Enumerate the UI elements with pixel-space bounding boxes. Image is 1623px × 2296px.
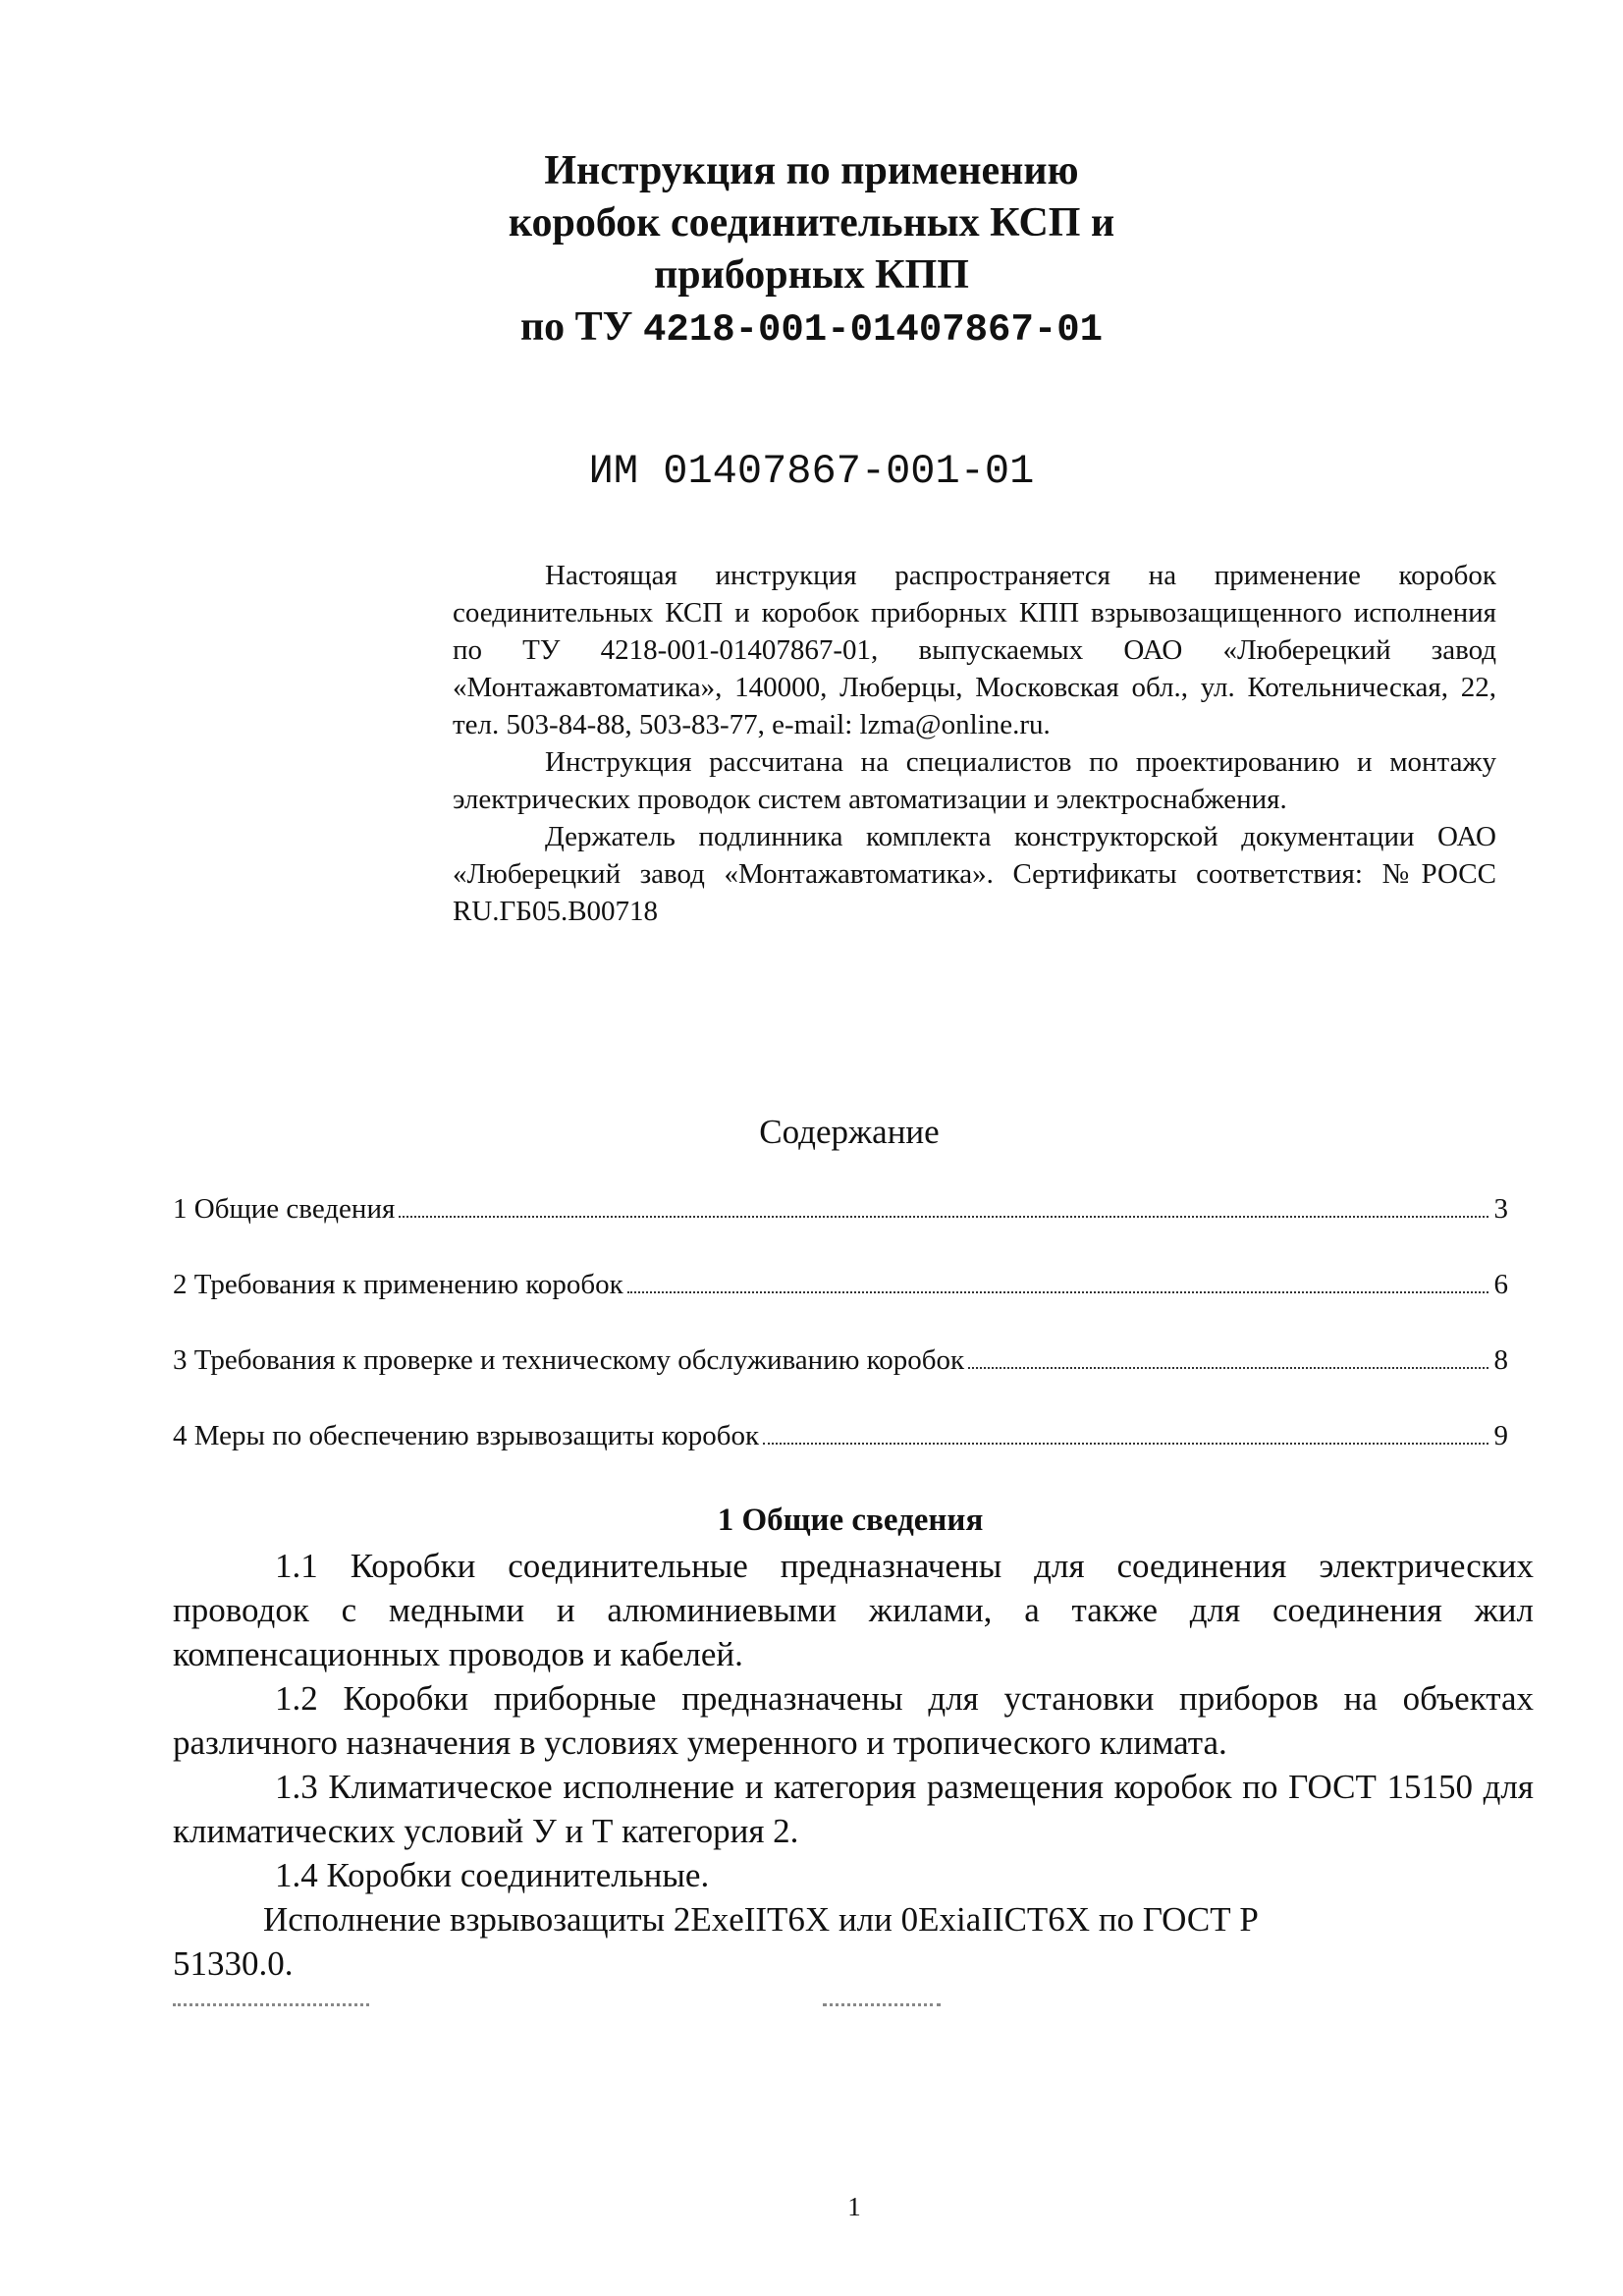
dotted-divider-right (823, 2003, 941, 2006)
section-1-body (173, 1544, 1534, 1986)
toc-item-page: 8 (1493, 1344, 1508, 1376)
page-number: 1 (847, 2192, 861, 2221)
toc-item-page: 3 (1493, 1193, 1508, 1225)
document-code: ИМ 01407867-001-01 (588, 448, 1035, 495)
document-title (0, 145, 1623, 356)
toc-item-label: 3 Требования к проверке и техническому обслуживанию коробок (173, 1344, 965, 1376)
toc-item[interactable] (173, 1193, 1508, 1232)
intro-paragraph-2: Инструкция рассчитана на специалистов по проектированию и монтажу электрических проводок систем автоматизации и электроснабжения. (453, 746, 1496, 815)
dotted-divider-left (173, 2003, 369, 2006)
intro-paragraph-3: Держатель подлинника комплекта конструкторской документации ОАО «Люберецкий завод «Монтажавтоматика». Сертификаты соответствия: №РОСС RU.ГБ05.В00718 (453, 821, 1496, 927)
section-1-paragraph-5: Исполнение взрывозащиты 2ExeIIТ6Х или 0ExiaIIСТ6Х по ГОСТ Р 51330.0. (173, 1900, 1259, 1983)
toc-item[interactable] (173, 1420, 1508, 1459)
section-1-paragraph-3: 1.3 Климатическое исполнение и категория размещения коробок по ГОСТ 15150 для климатических условий У и Т категория 2. (173, 1768, 1534, 1850)
section-1-paragraph-2: 1.2 Коробки приборные предназначены для установки приборов на объектах различного назначения в условиях умеренного и тропического климата. (173, 1679, 1534, 1762)
section-1-paragraph-1: 1.1 Коробки соединительные предназначены для соединения электрических проводок с медными и алюминиевыми жилами, а также для соединения жил компенсационных проводов и кабелей. (173, 1547, 1534, 1673)
title-line-2: коробок соединительных КСП и (508, 200, 1115, 246)
section-1-paragraph-4: 1.4 Коробки соединительные. (275, 1856, 710, 1894)
intro-block (453, 557, 1496, 930)
title-prefix: по ТУ (519, 304, 633, 350)
toc-title: Содержание (759, 1113, 940, 1151)
section-1-title: 1 Общие сведения (717, 1503, 984, 1538)
toc-item-label: 2 Требования к применению коробок (173, 1269, 623, 1300)
toc-leader (399, 1216, 1488, 1218)
title-spec-code: 4218-001-01407867-01 (642, 308, 1104, 352)
toc-leader (627, 1291, 1488, 1293)
toc-item[interactable] (173, 1344, 1508, 1384)
toc-item[interactable] (173, 1269, 1508, 1308)
toc-leader (763, 1443, 1488, 1445)
title-line-4 (0, 301, 1623, 356)
toc-item-page: 6 (1493, 1269, 1508, 1300)
toc-item-page: 9 (1493, 1420, 1508, 1451)
title-line-1: Инструкция по применению (544, 148, 1079, 193)
intro-paragraph-1: Настоящая инструкция распространяется на применение коробок соединительных КСП и коробок приборных КПП взрывозащищенного исполнения по ТУ 4218-001-01407867-01, выпускаемых ОАО «Люберецкий завод «Монтажавтоматика», 140000, Люберцы, Московская обл., ул. Котельническая, 22, тел. 503-84-88, 503-83-77, e-mail: lzma@online.ru. (453, 560, 1496, 740)
toc-leader (968, 1367, 1488, 1369)
table-of-contents (173, 1193, 1508, 1496)
title-line-3: приборных КПП (654, 252, 969, 298)
toc-item-label: 4 Меры по обеспечению взрывозащиты коробок (173, 1420, 760, 1451)
toc-item-label: 1 Общие сведения (173, 1193, 396, 1225)
